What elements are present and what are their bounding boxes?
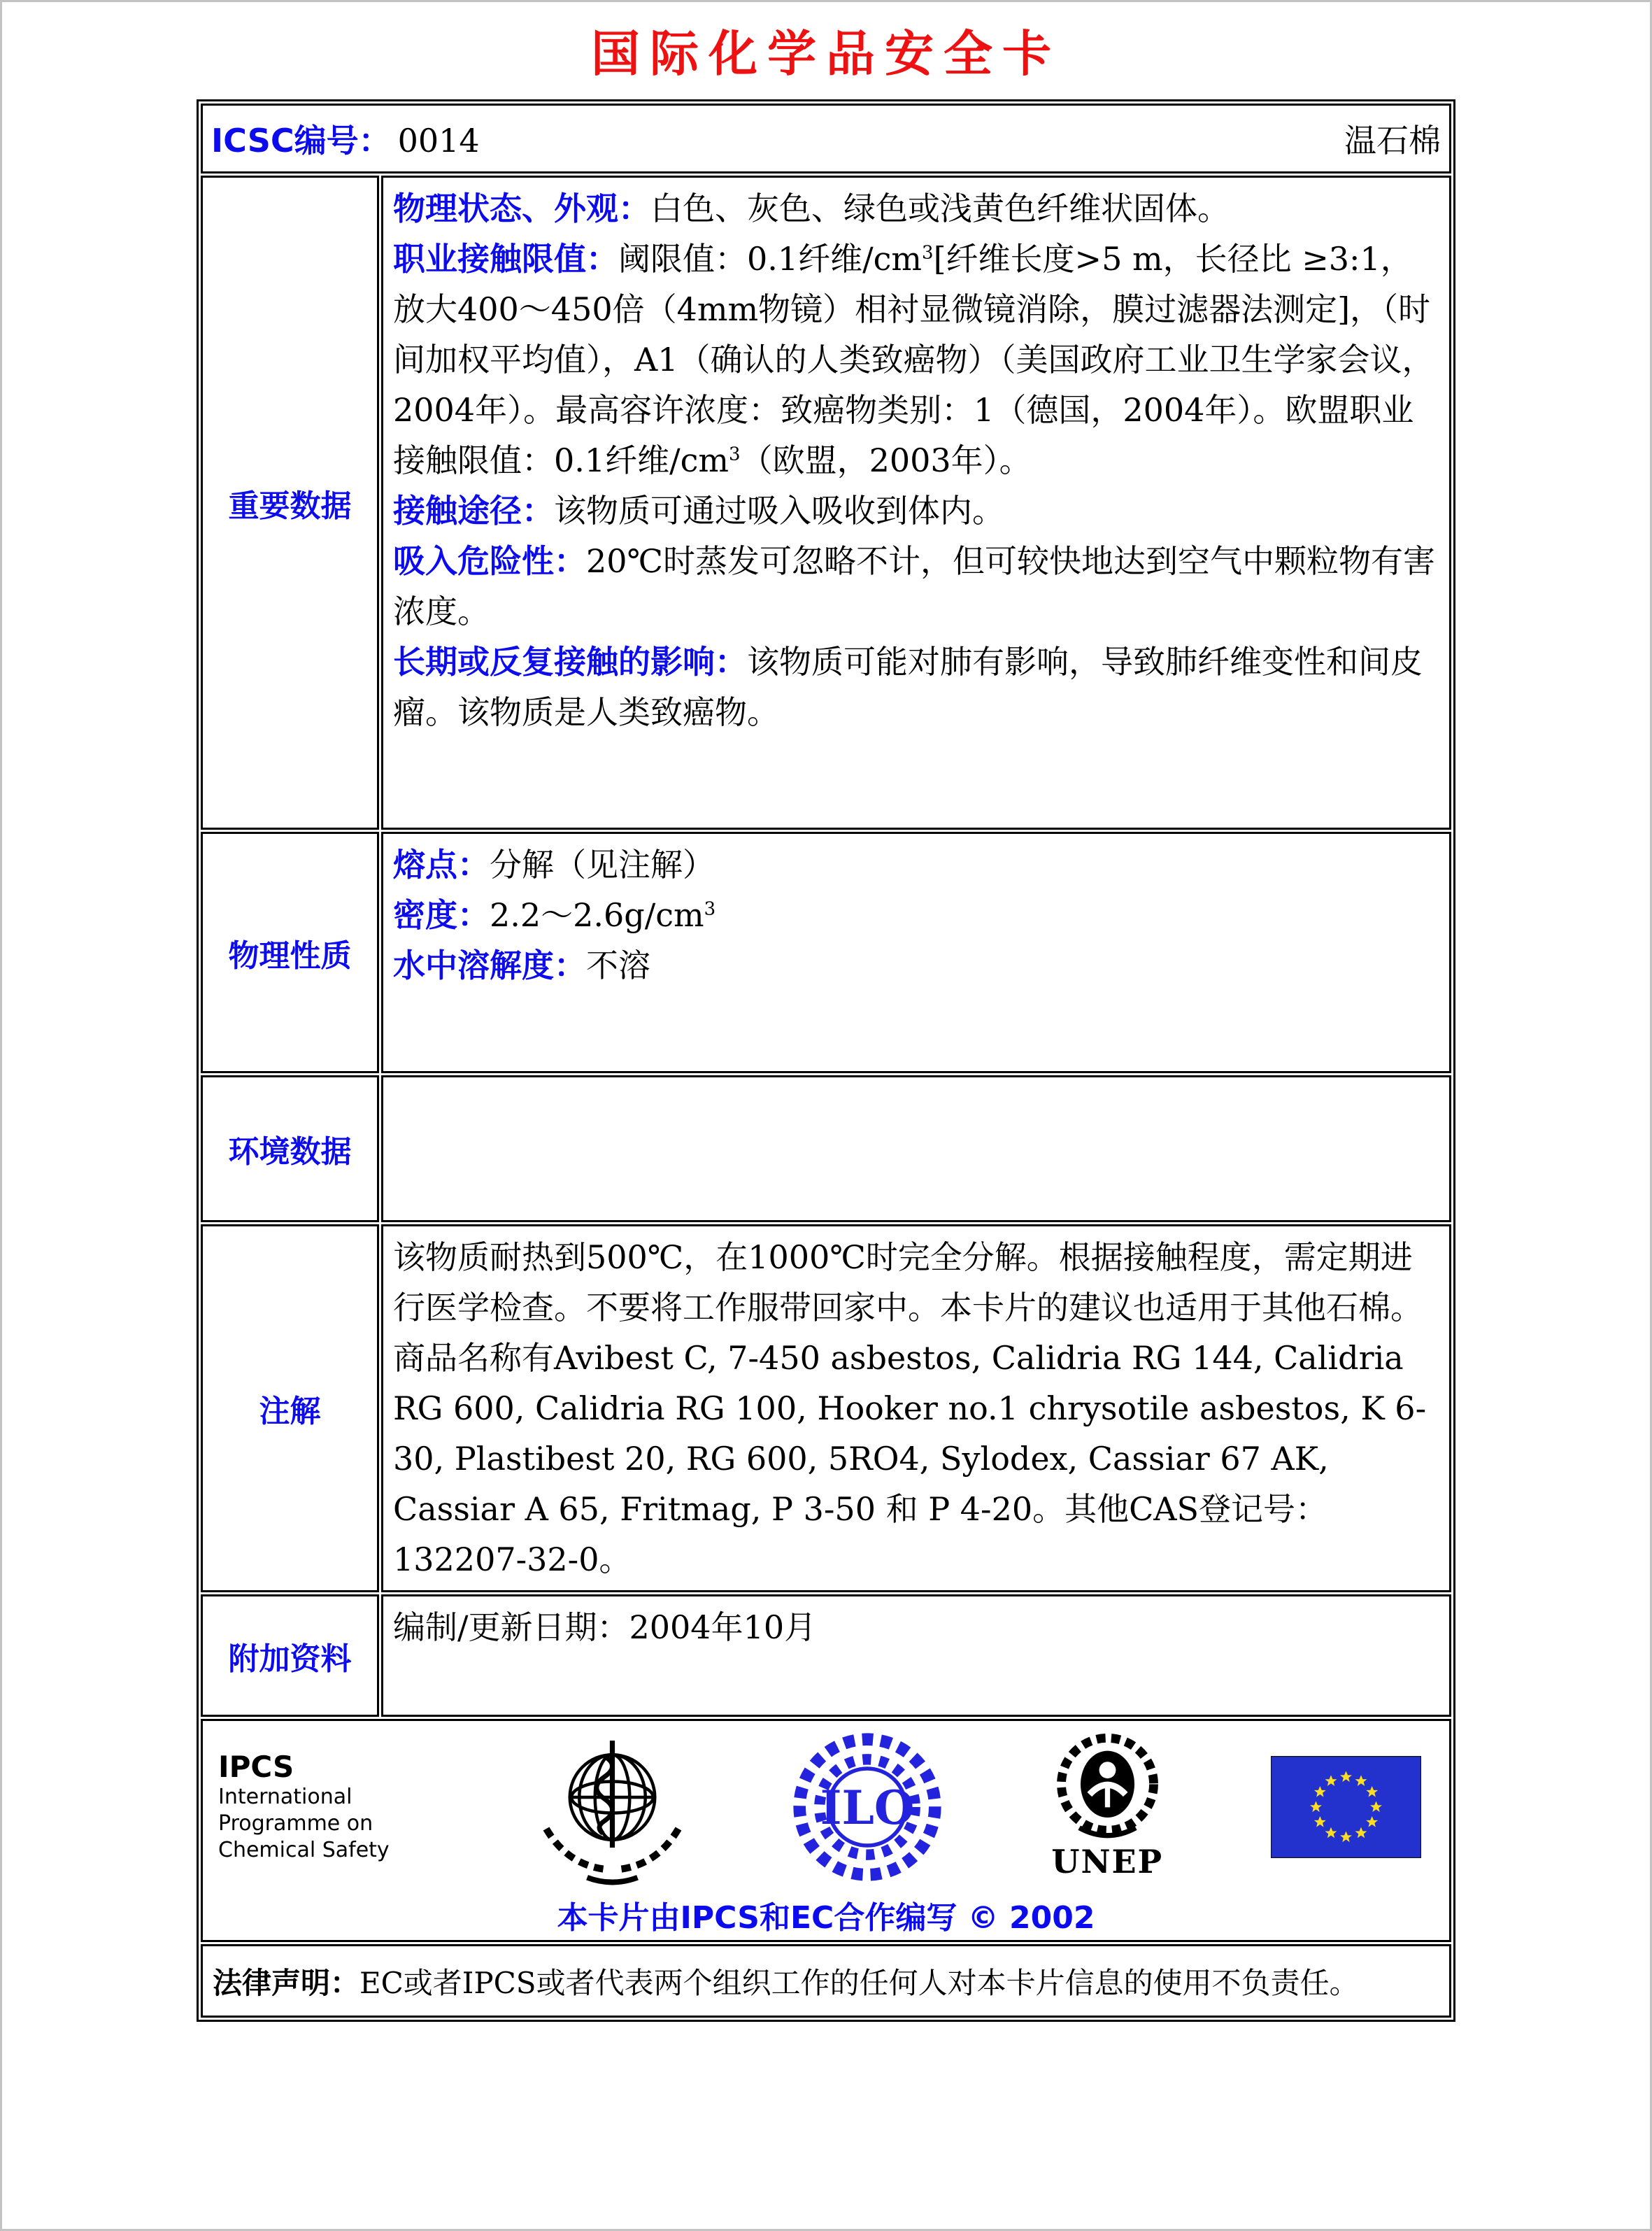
section-row-important-data [201, 176, 1451, 830]
logos-row [201, 1719, 1451, 1942]
paragraph [393, 183, 1438, 234]
text-segment: 吸入危险性： [393, 542, 586, 580]
icsc-card-table [197, 99, 1455, 2022]
section-content-important-data [381, 176, 1451, 830]
text-segment: 3 [922, 242, 934, 264]
text-segment: 3 [704, 898, 716, 920]
section-row-physical-properties [201, 832, 1451, 1073]
legal-notice-text: EC或者IPCS或者代表两个组织工作的任何人对本卡片信息的使用不负责任。 [359, 1965, 1359, 2000]
ipcs-subtitle-line: Programme on [218, 1811, 373, 1836]
icsc-number-group [211, 115, 480, 162]
section-label-physical-properties: 物理性质 [201, 832, 379, 1073]
paragraph [393, 486, 1438, 536]
section-row-notes [201, 1224, 1451, 1592]
text-segment: 20℃时蒸发可忽略不计，但可较快地达到空气中颗粒物有害浓度。 [393, 542, 1435, 630]
ilo-logo-text: ILO [820, 1780, 914, 1835]
section-content-notes: 该物质耐热到500℃，在1000℃时完全分解。根据接触程度，需定期进行医学检查。不要将工作服带回家中。本卡片的建议也适用于其他石棉。商品名称有Avibest C, 7-450 asbestos, Calidria RG 144, Calidria RG 600, Calidria RG 100, Hooker no.1 chrysotile asbestos, K 6-30, Plastibest 20, RG 600, 5RO4, Sylodex, Cassiar 67 AK, Cassiar A 65, Fritmag, P 3-50 和 P 4-20。其他CAS登记号：132207-32-0。 [381, 1224, 1451, 1592]
ipcs-block [218, 1750, 435, 1864]
text-segment: 物理状态、外观： [393, 190, 650, 227]
text-segment: 阈限值：0.1纤维/cm [618, 240, 923, 278]
paragraph [393, 840, 1438, 890]
unep-logo-block [1043, 1733, 1172, 1881]
legal-notice-label: 法律声明： [213, 1965, 360, 2000]
section-content-additional-info: 编制/更新日期：2004年10月 [381, 1594, 1451, 1717]
text-segment: 该物质可通过吸入吸收到体内。 [554, 492, 1004, 530]
ilo-logo-icon [790, 1730, 944, 1884]
paragraph [393, 940, 1438, 991]
text-segment: 该物质可能对肺有影响，导致肺纤维变性和间皮瘤。该物质是人类致癌物。 [393, 643, 1423, 731]
text-segment: 不溶 [586, 947, 650, 984]
section-content-environmental-data [381, 1075, 1451, 1222]
section-label-important-data: 重要数据 [201, 176, 379, 830]
text-segment: 职业接触限值： [393, 240, 618, 278]
text-segment: 水中溶解度： [393, 947, 586, 984]
icsc-number-label: ICSC编号： [211, 122, 391, 160]
who-logo-icon [534, 1728, 691, 1885]
text-segment: （欧盟，2003年）。 [740, 441, 1032, 479]
text-segment: © 2002 [967, 1900, 1095, 1936]
ipcs-subtitle-line: International [218, 1785, 353, 1809]
text-segment: 接触途径： [393, 492, 554, 530]
paragraph [393, 890, 1438, 940]
chemical-name: 温石棉 [1344, 122, 1441, 160]
section-label-notes: 注解 [201, 1224, 379, 1592]
text-segment: 密度： [393, 896, 490, 934]
text-segment: 3 [729, 444, 741, 465]
section-row-additional-info [201, 1594, 1451, 1717]
paragraph [393, 536, 1438, 637]
icsc-number-value: 0014 [397, 122, 480, 160]
section-label-environmental-data: 环境数据 [201, 1075, 379, 1222]
text-segment: 本卡片由IPCS和EC合作编写 [557, 1900, 968, 1936]
cooperation-caption [203, 1892, 1449, 1937]
text-segment: 分解（见注解） [490, 846, 715, 884]
text-segment: 白色、灰色、绿色或浅黄色纤维状固体。 [650, 190, 1230, 227]
ipcs-title: IPCS [218, 1750, 294, 1784]
eu-flag-icon [1271, 1756, 1421, 1858]
unep-logo-text: UNEP [1051, 1843, 1164, 1881]
ipcs-subtitle-line: Chemical Safety [218, 1838, 390, 1862]
text-segment: 2.2～2.6g/cm [490, 896, 704, 934]
section-label-additional-info: 附加资料 [201, 1594, 379, 1717]
text-segment: 熔点： [393, 846, 490, 884]
unep-logo-icon [1043, 1733, 1172, 1848]
section-row-environmental-data [201, 1075, 1451, 1222]
page-title: 国际化学品安全卡 [591, 24, 1061, 83]
text-segment: 长期或反复接触的影响： [393, 643, 747, 681]
header-row [201, 104, 1451, 173]
legal-row [201, 1944, 1451, 2018]
paragraph [393, 637, 1438, 737]
text-segment: [纤维长度>5 m，长径比 ≥3:1，放大400～450倍（4mm物镜）相衬显微镜消除，膜过滤器法测定]，（时间加权平均值），A1（确认的人类致癌物）（美国政府工业卫生学家会议，2004年）。最高容许浓度：致癌物类别：1（德国，2004年）。欧盟职业接触限值：0.1纤维/cm [393, 240, 1434, 479]
paragraph [393, 234, 1438, 486]
section-content-physical-properties [381, 832, 1451, 1073]
